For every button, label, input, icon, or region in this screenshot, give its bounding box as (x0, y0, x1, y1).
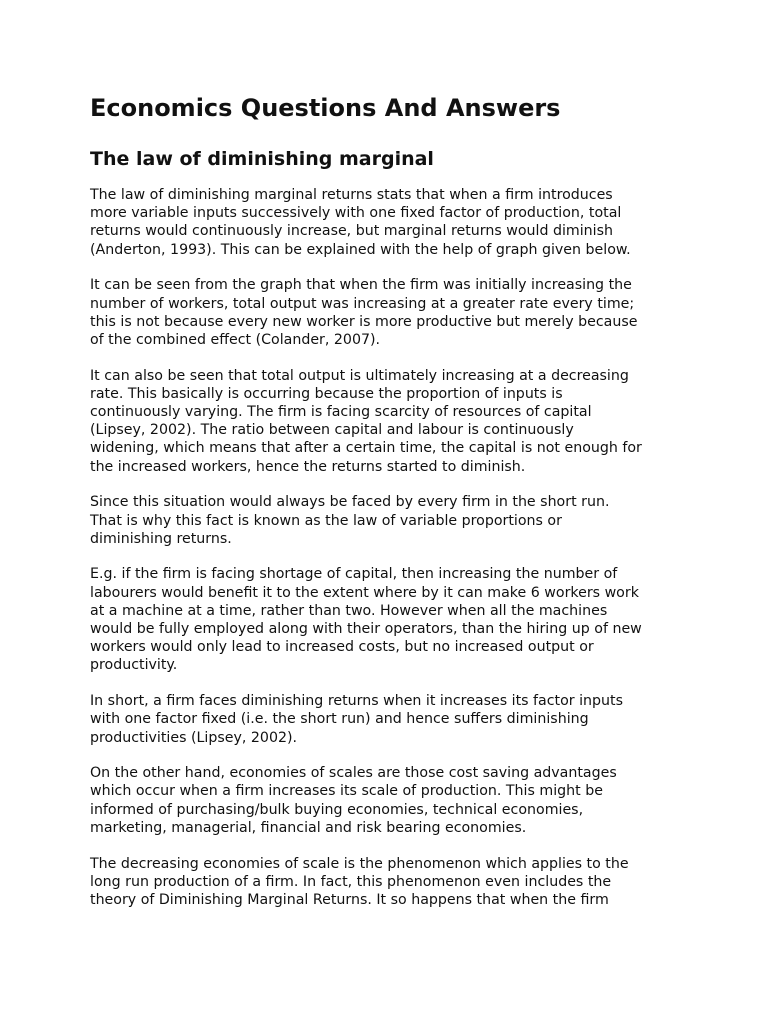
paragraph-4: Since this situation would always be faced by every firm in the short run. That is why this fact is known as the law of variable proportions or diminishing returns. (90, 494, 610, 547)
document-page (90, 92, 690, 927)
paragraph-8: The decreasing economies of scale is the phenomenon which applies to the long run production of a firm. In fact, this phenomenon even includes the theory of Diminishing Marginal Returns. It so happens that when the firm (90, 855, 629, 908)
paragraph-6: In short, a firm faces diminishing returns when it increases its factor inputs with one factor fixed (i.e. the short run) and hence suffers diminishing productivities (Lipsey, 2002). (90, 693, 624, 746)
paragraph-1: The law of diminishing marginal returns stats that when a firm introduces more variable inputs successively with one fixed factor of production, total returns would continuously increase, but marginal returns would diminish (Anderton, 1993). This can be explained with the help of graph given below. (90, 187, 631, 258)
paragraph-2: It can be seen from the graph that when the firm was initially increasing the number of workers, total output was increasing at a greater rate every time; this is not because every new worker is more productive but merely because of the combined effect (Colander, 2007). (90, 277, 638, 348)
document-title: Economics Questions And Answers (90, 94, 561, 122)
paragraph-7: On the other hand, economies of scales are those cost saving advantages which occur when a firm increases its scale of production. This might be informed of purchasing/bulk buying economies, technical economies, marketing, managerial, financial and risk bearing economies. (90, 765, 617, 836)
paragraph-5: E.g. if the firm is facing shortage of capital, then increasing the number of labourers would benefit it to the extent where by it can make 6 workers work at a machine at a time, rather than two. However when all the machines would be fully employed along with their operators, than the hiring up of new workers would only lead to increased costs, but no increased output or productivity. (90, 566, 642, 674)
section-heading: The law of diminishing marginal (90, 148, 434, 170)
paragraph-3: It can also be seen that total output is ultimately increasing at a decreasing rate. This basically is occurring because the proportion of inputs is continuously varying. The firm is facing scarcity of resources of capital (Lipsey, 2002). The ratio between capital and labour is continuously widening, which means that after a certain time, the capital is not enough for the increased workers, hence the returns started to diminish. (90, 367, 642, 475)
